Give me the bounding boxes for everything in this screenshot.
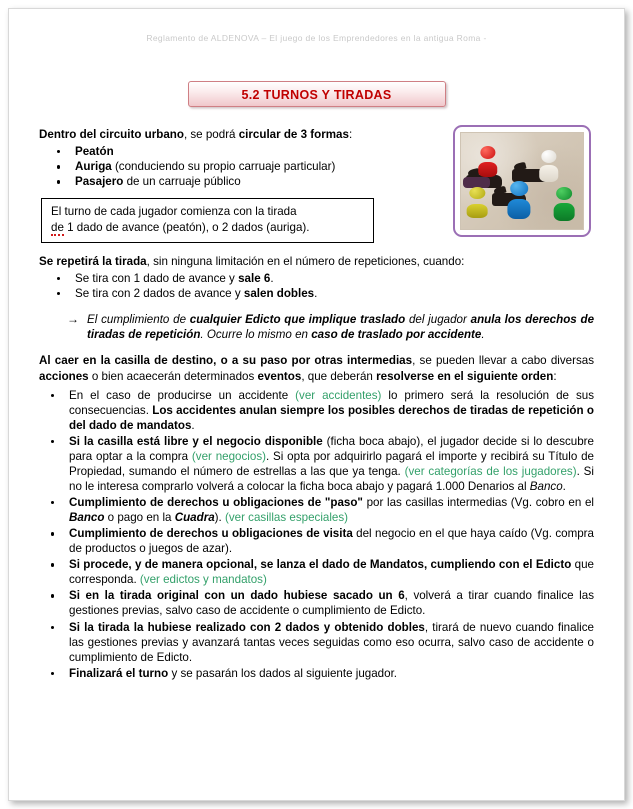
document-body <box>39 107 594 681</box>
case-bold: sale 6 <box>238 271 271 285</box>
green-pawn <box>554 187 575 222</box>
step-text: . Si no le interesa comprarlo volverá a colocar la ficha boca abajo y pagará 1.000 Denarios al <box>69 464 594 493</box>
blue-pawn <box>507 181 530 219</box>
res-t2: o bien acaecerán determinados <box>88 369 258 383</box>
travel-modes-list <box>39 144 429 189</box>
step-text: lo primero será la resolución de sus consecuencias. <box>69 388 594 417</box>
step-bold-text: Si la casilla está libre y el negocio disponible <box>69 434 323 448</box>
step-text: por las casillas intermedias (Vg. cobro en el <box>362 496 594 509</box>
step-text: que corresponda. <box>69 558 594 587</box>
case-post: . <box>314 286 318 300</box>
cross-reference-link[interactable]: (ver categorías de los jugadores) <box>404 464 577 478</box>
step-text: del negocio en el que haya caído (Vg. compra de productos o juegos de azar). <box>69 527 594 556</box>
list-item <box>39 388 594 433</box>
section-title-container <box>9 81 624 107</box>
intro-lead-bold-1: Dentro del circuito urbano <box>39 128 184 141</box>
mode-label: Auriga <box>75 160 112 174</box>
list-item <box>39 526 594 556</box>
list-item <box>39 557 594 587</box>
repeat-lead-bold: Se repetirá la tirada <box>39 254 147 268</box>
list-item <box>39 434 594 494</box>
game-pieces-photo <box>460 132 584 230</box>
step-text: . <box>562 479 566 493</box>
repeat-lead <box>39 254 594 269</box>
case-bold: salen dobles <box>243 286 315 300</box>
step-bold-text: Finalizará el turno <box>69 666 169 680</box>
step-bold-italic-text: Banco <box>69 511 105 525</box>
arrow-note-t4: . <box>481 327 485 341</box>
turn-note-misspelled-word: de <box>51 220 64 234</box>
step-bold-text: Los accidentes anulan siempre los posibles derechos de tiradas de repetición o del dado de mandatos <box>69 403 594 432</box>
step-bold-text: Si en la tirada original con un dado hubiese sacado un 6 <box>69 589 405 603</box>
arrow-note-b1: cualquier Edicto que implique traslado <box>189 312 406 326</box>
res-b3: eventos <box>257 369 302 383</box>
turn-note-line-1: El turno de cada jugador comienza con la tirada <box>51 205 297 219</box>
list-item <box>39 666 594 681</box>
step-text: , tirará de nuevo cuando finalice las gestiones previas y avanzará tantas veces seguidas como eso ocurra, salvo caso de accidente o cumplimiento de Edicto. <box>69 620 594 664</box>
game-pieces-photo-frame <box>453 125 591 237</box>
step-bold-italic-text: Cuadra <box>174 511 215 525</box>
arrow-note-t3: . Ocurre lo mismo en <box>200 327 312 341</box>
intro-lead-mid: , se podrá <box>183 128 239 141</box>
resolution-intro <box>39 353 594 383</box>
list-item <box>39 174 429 189</box>
mode-label: Peatón <box>75 145 114 159</box>
step-text: En el caso de producirse un accidente <box>69 388 296 402</box>
list-item <box>39 588 594 618</box>
res-t1: , se pueden llevar a cabo diversas <box>412 354 594 368</box>
case-pre: Se tira con 1 dado de avance y <box>75 271 239 285</box>
intro-lead-bold-2: circular de 3 formas <box>238 128 349 141</box>
arrow-note-b2: anula los derechos de tiradas de repetición <box>87 312 595 341</box>
white-pawn <box>539 150 559 182</box>
list-item <box>39 271 594 286</box>
resolution-steps-list <box>39 388 594 681</box>
page-header: Reglamento de ALDENOVA – El juego de los Emprendedores en la antigua Roma - <box>146 33 487 43</box>
edict-arrow-note <box>39 312 594 342</box>
step-bold-text: Si procede, y de manera opcional, se lanza el dado de Mandatos, cumpliendo con el Edicto <box>69 558 572 572</box>
document-page <box>8 8 625 801</box>
case-pre: Se tira con 2 dados de avance y <box>75 286 244 300</box>
res-t4: : <box>553 369 557 383</box>
repeat-cases-list <box>39 271 594 301</box>
list-item <box>39 495 594 525</box>
mode-label: Pasajero <box>75 175 124 189</box>
right-arrow-icon: → <box>67 311 79 326</box>
cross-reference-link[interactable]: (ver accidentes) <box>295 388 382 402</box>
step-text: . <box>191 418 195 432</box>
step-text: o pago en la <box>104 511 175 525</box>
yellow-pawn <box>467 187 488 219</box>
red-pawn <box>478 146 498 177</box>
step-text: ). <box>214 511 225 525</box>
step-text: y se pasarán los dados al siguiente jugador. <box>168 666 398 680</box>
step-italic-text: Banco <box>529 479 563 493</box>
list-item <box>39 144 429 159</box>
cross-reference-link[interactable]: (ver negocios) <box>191 449 266 463</box>
arrow-note-b3: caso de traslado por accidente <box>311 327 482 341</box>
list-item <box>39 159 429 174</box>
list-item <box>39 620 594 665</box>
turn-note-box <box>41 198 374 242</box>
mode-desc: de un carruaje público <box>123 175 241 189</box>
intro-lead-end: : <box>348 128 353 141</box>
step-bold-text: Si la tirada la hubiese realizado con 2 dados y obtenido dobles <box>69 620 425 634</box>
res-b1: Al caer en la casilla de destino, o a su paso por otras intermedias <box>39 354 413 368</box>
res-b4: resolverse en el siguiente orden <box>376 369 554 383</box>
arrow-note-t2: del jugador <box>405 312 471 326</box>
turn-note-line-2: 1 dado de avance (peatón), o 2 dados (auriga). <box>63 220 310 234</box>
step-text: , volverá a tirar cuando finalice las gestiones previas, salvo caso de accidente o cumplimiento de Edicto. <box>69 589 594 618</box>
step-text: . Si opta por adquirirlo pagará el importe y recibirá su Título de Propiedad, sumando el número de estrellas a las que ya tenga. <box>69 449 594 478</box>
arrow-note-t1: El cumplimiento de <box>87 312 190 326</box>
res-b2: acciones <box>39 369 89 383</box>
case-post: . <box>270 271 274 285</box>
cross-reference-link[interactable]: (ver edictos y mandatos) <box>139 573 267 587</box>
step-bold-text: Cumplimiento de derechos u obligaciones de visita <box>69 527 353 541</box>
repeat-lead-rest: , sin ninguna limitación en el número de repeticiones, cuando: <box>146 254 465 268</box>
step-bold-text: Cumplimiento de derechos u obligaciones de "paso" <box>69 496 363 509</box>
step-text: (ficha boca abajo), el jugador decide si lo descubre para optar a la compra <box>69 434 594 463</box>
list-item <box>39 286 594 301</box>
cross-reference-link[interactable]: (ver casillas especiales) <box>224 511 349 525</box>
res-t3: , que deberán <box>301 369 377 383</box>
mode-desc: (conduciendo su propio carruaje particular) <box>111 160 336 174</box>
intro-lead <box>39 127 429 142</box>
section-title-banner: 5.2 TURNOS Y TIRADAS <box>188 81 446 107</box>
